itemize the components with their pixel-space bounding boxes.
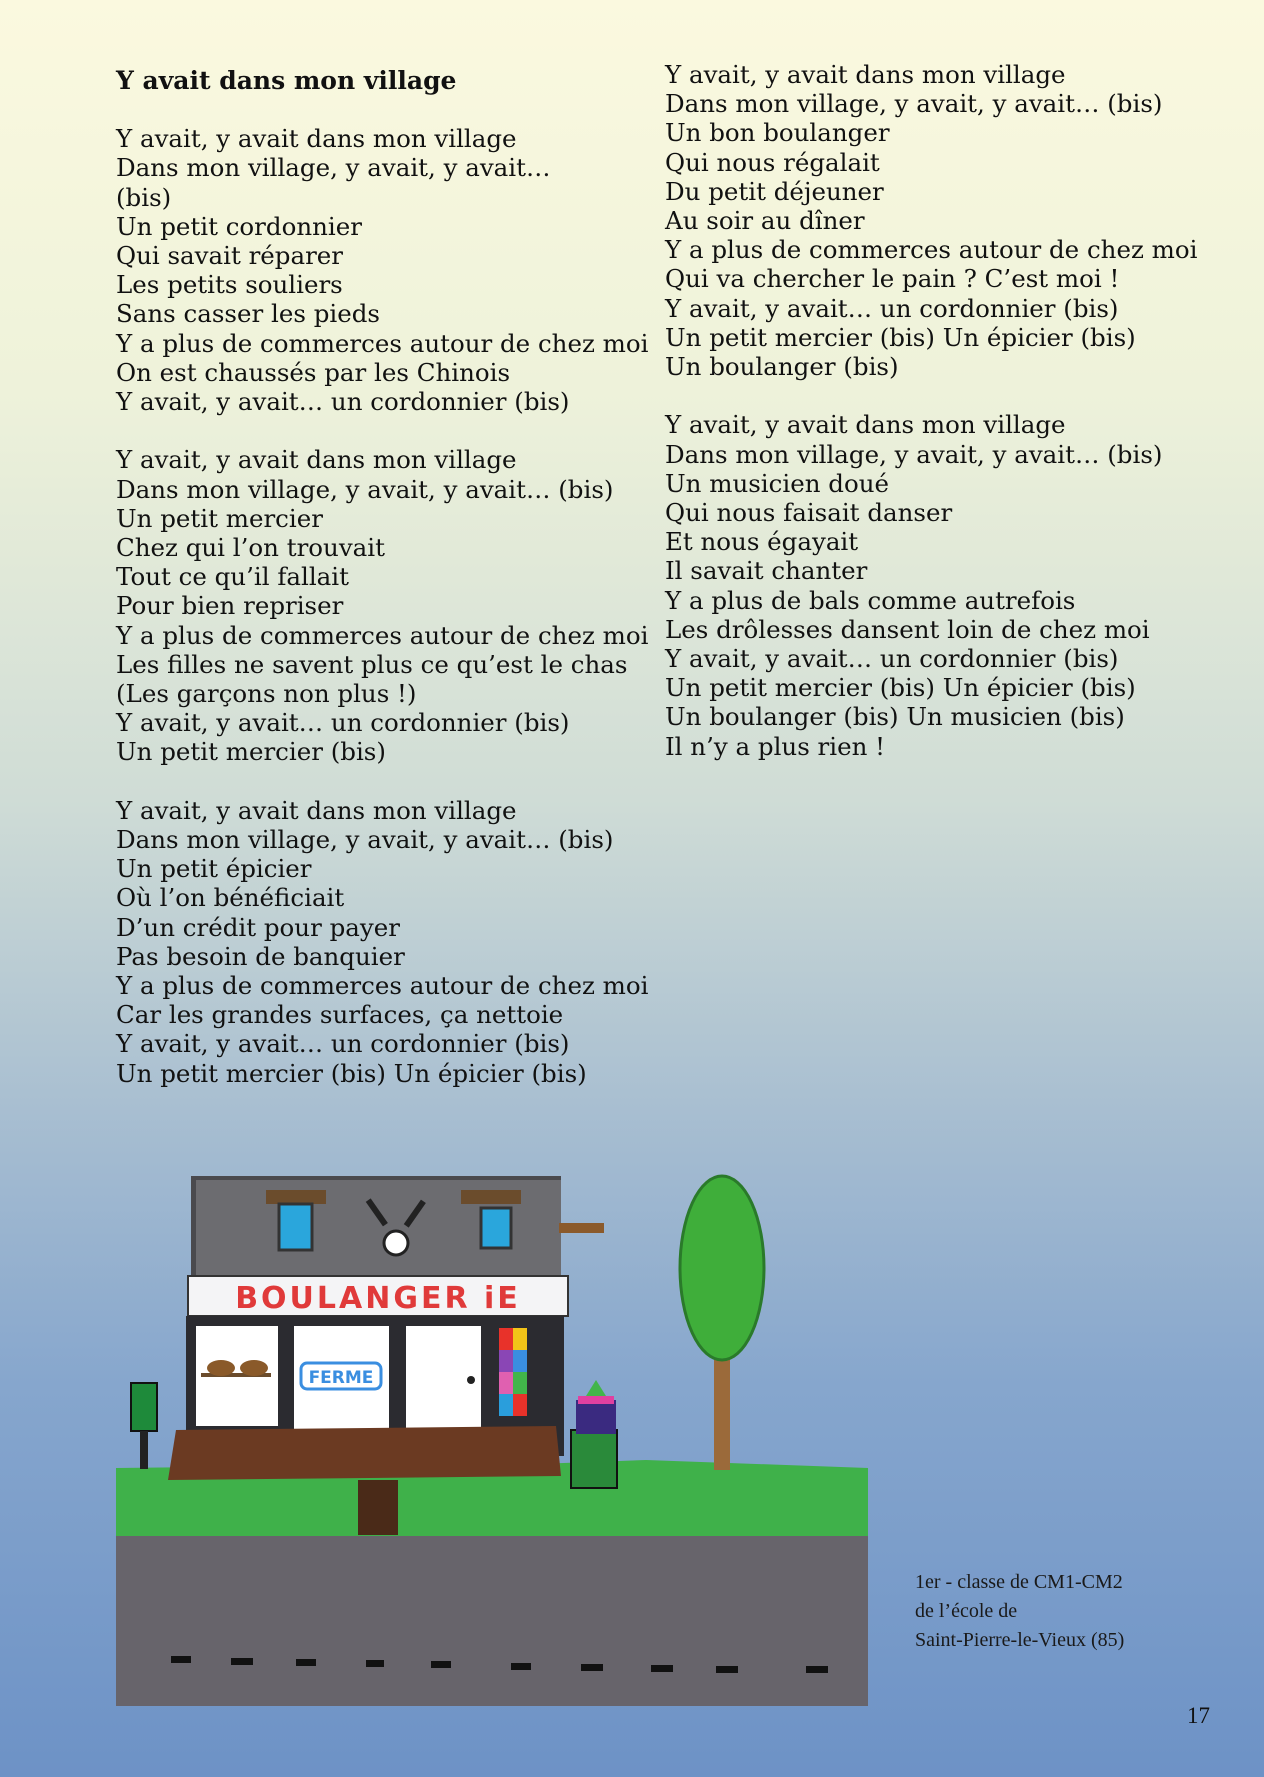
caption-line: Saint-Pierre-le-Vieux (85)	[915, 1629, 1125, 1651]
left-stanzas	[116, 124, 648, 1088]
caption	[915, 1568, 1124, 1655]
bakery-drawing	[116, 1168, 868, 1706]
verse-line: Y avait, y avait… un cordonnier (bis)	[665, 644, 1119, 674]
verse-line: Et nous égayait	[665, 527, 859, 557]
verse-line: Les petits souliers	[116, 270, 343, 300]
verse-line: (bis)	[116, 182, 172, 212]
verse-line: D’un crédit pour payer	[116, 912, 400, 942]
verse-line: Qui nous faisait danser	[665, 498, 953, 528]
stanza	[116, 445, 648, 766]
verse-line: Y avait, y avait dans mon village	[665, 60, 1066, 89]
verse-line: Qui nous régalait	[665, 147, 880, 177]
verse-line: Car les grandes surfaces, ça nettoie	[116, 1000, 564, 1030]
verse-line: Un petit mercier (bis) Un épicier (bis)	[665, 673, 1136, 703]
verse-line: Y avait, y avait… un cordonnier (bis)	[665, 293, 1119, 323]
verse-line: Dans mon village, y avait, y avait… (bis)	[665, 439, 1163, 469]
caption-line: 1er - classe de CM1-CM2	[915, 1571, 1123, 1593]
verse-line: Un boulanger (bis) Un musicien (bis)	[665, 702, 1125, 732]
verse-line: Dans mon village, y avait, y avait… (bis)	[665, 89, 1163, 119]
verse-line: Y a plus de bals comme autrefois	[665, 585, 1076, 615]
left-column	[116, 62, 648, 1117]
verse-line: Y a plus de commerces autour de chez moi	[116, 328, 649, 358]
verse-line: Qui savait réparer	[116, 241, 344, 271]
verse-line: Où l’on bénéficiait	[116, 883, 345, 913]
verse-line: Dans mon village, y avait, y avait… (bis)	[116, 474, 614, 504]
planter	[571, 1430, 617, 1488]
caption-line: de l’école de	[915, 1600, 1018, 1622]
verse-line: Un boulanger (bis)	[665, 352, 899, 382]
verse-line: Un petit mercier (bis) Un épicier (bis)	[116, 1058, 587, 1088]
verse-line: Les filles ne savent plus ce qu’est le chas	[116, 649, 628, 679]
verse-line: Du petit déjeuner	[665, 176, 884, 206]
verse-line: Un petit épicier	[116, 854, 312, 884]
verse-line: Y avait, y avait… un cordonnier (bis)	[116, 1029, 570, 1059]
verse-line: Y a plus de commerces autour de chez moi	[116, 620, 649, 650]
page-number: 17	[1187, 1703, 1210, 1728]
verse-line: Au soir au dîner	[665, 206, 865, 236]
verse-line: Y avait, y avait dans mon village	[116, 795, 517, 825]
stanza	[116, 124, 648, 416]
verse-line: Un musicien doué	[665, 468, 889, 498]
verse-line: Chez qui l’on trouvait	[116, 533, 385, 563]
verse-line: Dans mon village, y avait, y avait… (bis)	[116, 825, 614, 855]
front-step	[168, 1426, 561, 1480]
verse-line: Un petit cordonnier	[116, 211, 362, 241]
verse-line: Y avait, y avait dans mon village	[116, 124, 517, 154]
verse-line: Y avait, y avait… un cordonnier (bis)	[116, 387, 570, 417]
stanza	[116, 796, 648, 1088]
verse-line: Un petit mercier (bis) Un épicier (bis)	[665, 322, 1136, 352]
verse-line: Pas besoin de banquier	[116, 941, 405, 971]
verse-line: Un bon boulanger	[665, 118, 890, 148]
mailbox	[131, 1383, 157, 1431]
verse-line: Un petit mercier	[116, 503, 323, 533]
window-sign-text: FERME	[308, 1368, 374, 1388]
verse-line: Il savait chanter	[665, 556, 868, 586]
verse-line: Pour bien repriser	[116, 591, 344, 621]
verse-line: Y a plus de commerces autour de chez moi	[665, 235, 1198, 265]
verse-line: Y avait, y avait dans mon village	[665, 410, 1066, 440]
tree-foliage	[680, 1176, 764, 1360]
verse-line: Y avait, y avait… un cordonnier (bis)	[116, 708, 570, 738]
right-column	[665, 60, 1197, 790]
right-stanzas	[665, 60, 1197, 761]
verse-line: Dans mon village, y avait, y avait…	[116, 153, 551, 183]
verse-line: On est chaussés par les Chinois	[116, 357, 511, 387]
verse-line: Un petit mercier (bis)	[116, 737, 386, 767]
colorful-panel	[499, 1328, 527, 1416]
poem-title: Y avait dans mon village	[116, 66, 457, 95]
verse-line: Il n’y a plus rien !	[665, 731, 886, 761]
stanza	[665, 410, 1197, 760]
verse-line: Sans casser les pieds	[116, 299, 380, 329]
verse-line: Les drôlesses dansent loin de chez moi	[665, 614, 1150, 644]
shop-sign-text: BOULANGER iE	[235, 1281, 521, 1316]
verse-line: Y avait, y avait dans mon village	[116, 445, 517, 475]
stanza	[665, 60, 1197, 381]
verse-line: (Les garçons non plus !)	[116, 679, 417, 709]
verse-line: Tout ce qu’il fallait	[116, 562, 349, 592]
verse-line: Y a plus de commerces autour de chez moi	[116, 971, 649, 1001]
verse-line: Qui va chercher le pain ? C’est moi !	[665, 264, 1120, 294]
